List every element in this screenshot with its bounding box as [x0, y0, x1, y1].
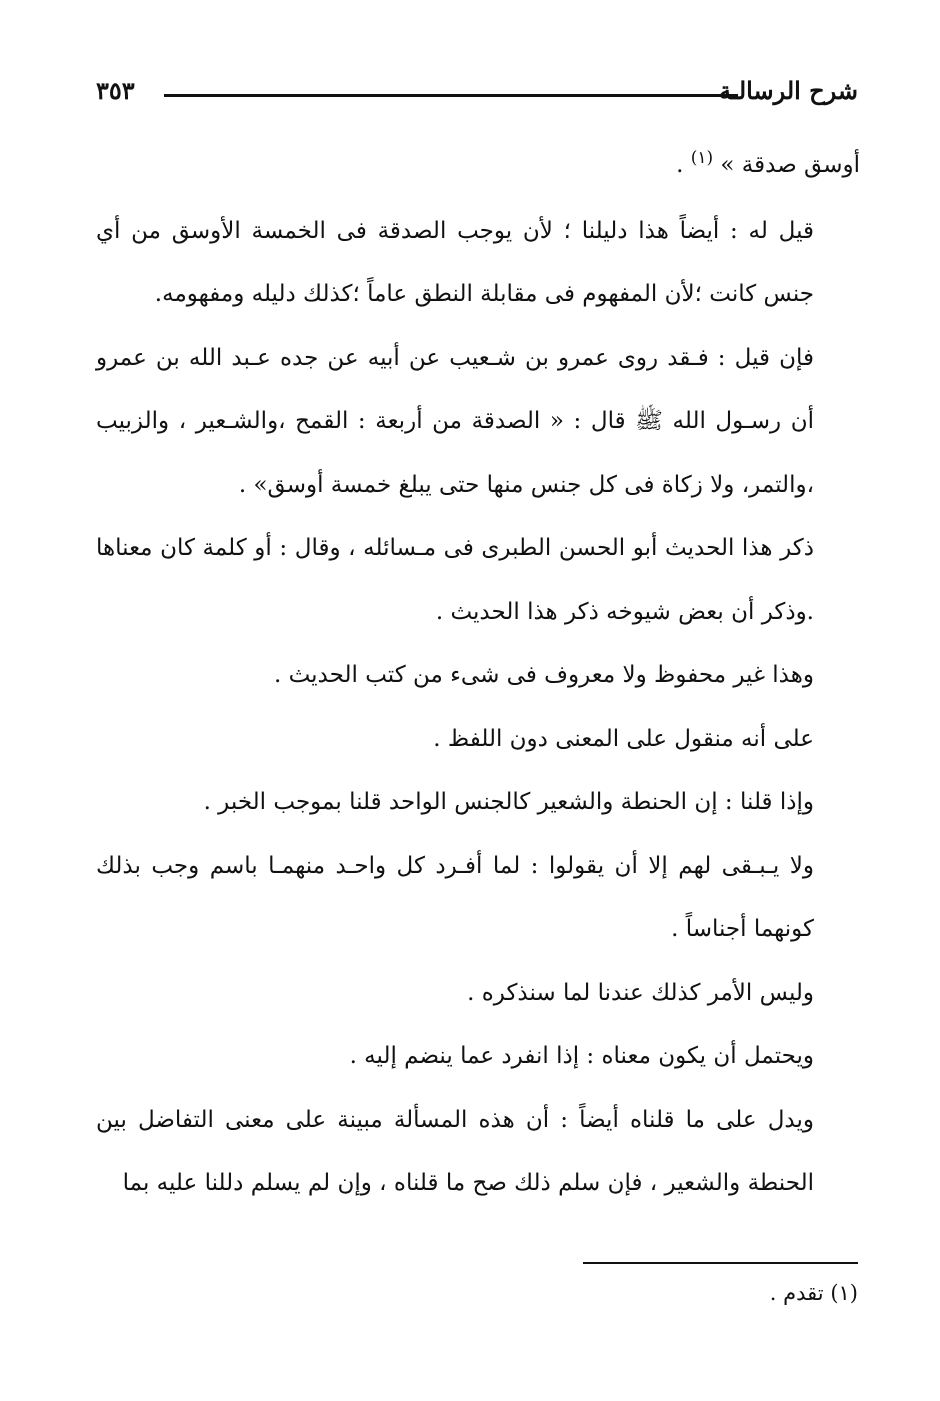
header-rule: [164, 94, 738, 97]
paragraph: قيل له : أيضاً هذا دليلنا ؛ لأن يوجب الصدقة فى الخمسة الأوسق من أي جنس كانت ؛لأن المفهوم فى مقابلة النطق عاماً ؛كذلك دليله ومفهومه.: [96, 217, 814, 307]
footnote-reference: (١): [690, 148, 714, 168]
paragraph: وإذا قلنا : إن الحنطة والشعير كالجنس الواحد قلنا بموجب الخبر .: [203, 789, 814, 815]
paragraph: ولا يـبـقى لهم إلا أن يقولوا : لما أفـرد كل واحـد منهمـا باسم وجب بذلك كونهما أجناساً .: [96, 852, 814, 942]
paragraph: فإن قيل : فـقد روى عمرو بن شـعيب عن أبيه عن جده عـبد الله بن عمرو أن رسـول الله ﷺ قال : « الصدقة من أربعة : القمح ،والشـعير ، والزبيب ،والتمر، ولا زكاة فى كل جنس منها حتى يبلغ خمسة أوسق» .: [96, 344, 814, 498]
running-title: شرح الرسالـة: [718, 76, 858, 105]
paragraph: ويدل على ما قلناه أيضاً : أن هذه المسألة مبينة على معنى التفاضل بين الحنطة والشعير ، فإن سلم ذلك صح ما قلناه ، وإن لم يسلم دللنا عليه بما: [96, 1106, 814, 1196]
main-text: [96, 134, 860, 1216]
paragraph: ويحتمل أن يكون معناه : إذا انفرد عما ينضم إليه .: [349, 1043, 814, 1069]
paragraph-text: أوسق صدقة »: [713, 152, 860, 178]
page-header: [96, 70, 858, 118]
paragraph: وهذا غير محفوظ ولا معروف فى شىء من كتب الحديث .: [273, 662, 814, 688]
page-number: ٣٥٣: [96, 76, 135, 105]
paragraph-tail: .: [676, 152, 691, 178]
paragraph: [96, 134, 860, 200]
paragraph: على أنه منقول على المعنى دون اللفظ .: [433, 725, 814, 752]
paragraph: وليس الأمر كذلك عندنا لما سنذكره .: [467, 979, 814, 1006]
footnote: (١) تقدم .: [769, 1281, 858, 1305]
footnote-separator: [583, 1262, 858, 1264]
paragraph: ذكر هذا الحديث أبو الحسن الطبرى فى مـسائله ، وقال : أو كلمة كان معناها .وذكر أن بعض شيوخه ذكر هذا الحديث .: [96, 535, 814, 625]
